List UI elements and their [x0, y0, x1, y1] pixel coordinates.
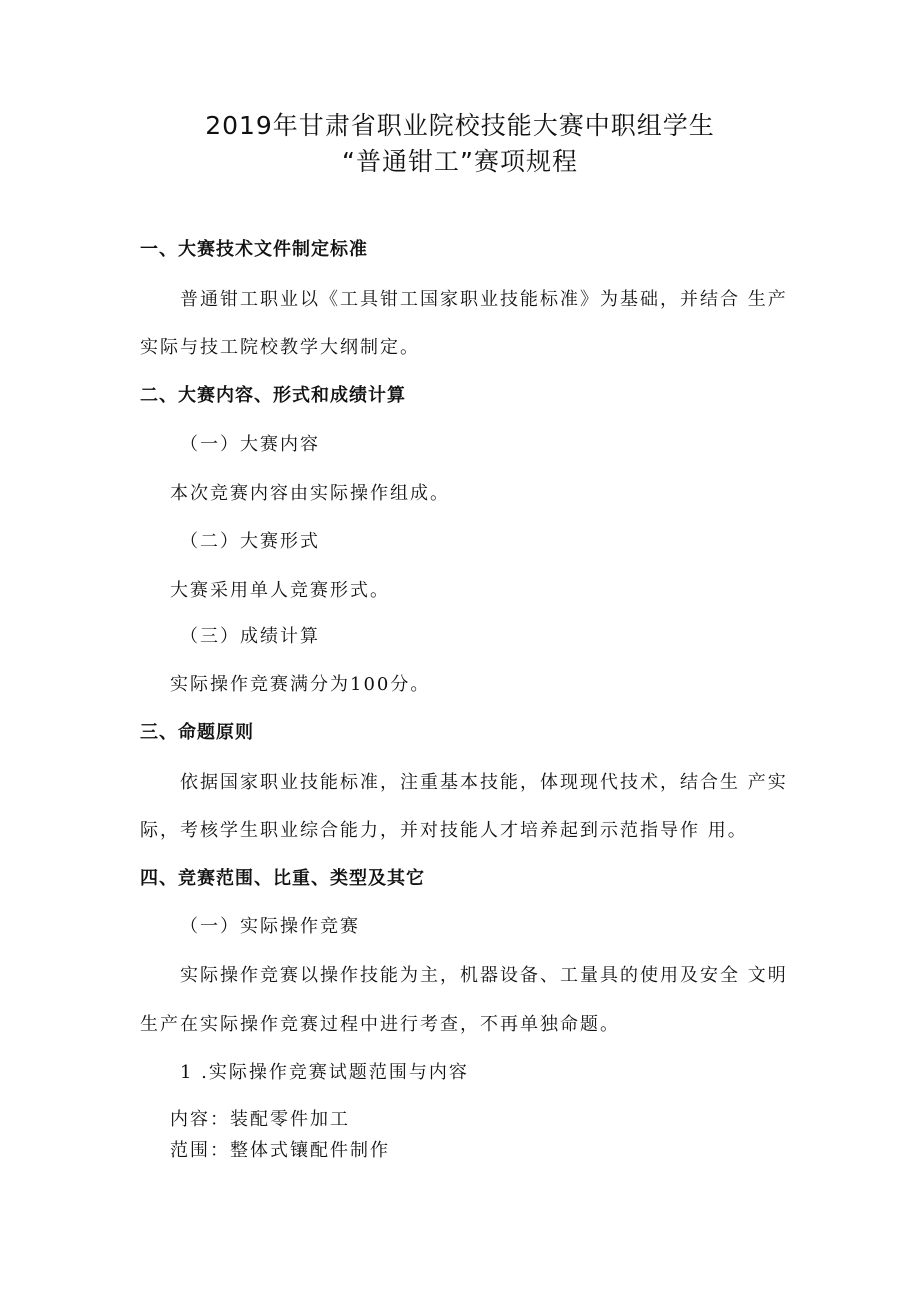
section-1-paragraph-line-1: 普通钳工职业以《工具钳工国家职业技能标准》为基础，并结合 生产	[180, 289, 788, 310]
subsection-text-contest-content: 本次竞赛内容由实际操作组成。	[170, 483, 450, 504]
section-heading-1: 一、大赛技术文件制定标准	[140, 239, 368, 260]
section-heading-4: 四、竞赛范围、比重、类型及其它	[140, 868, 425, 889]
subsection-label-contest-format: （二）大赛形式	[180, 531, 320, 552]
subsection-text-score-calculation: 实际操作竞赛满分为100分。	[170, 674, 431, 695]
subsection-text-contest-format: 大赛采用单人竞赛形式。	[170, 580, 390, 601]
item-heading-scope-and-content: 1 .实际操作竞赛试题范围与内容	[180, 1062, 469, 1083]
document-title-line-2: “普通钳工”赛项规程	[342, 147, 578, 176]
section-heading-3: 三、命题原则	[140, 722, 254, 743]
section-4-paragraph-line-1: 实际操作竞赛以操作技能为主，机器设备、工量具的使用及安全 文明	[180, 965, 788, 986]
subsection-label-contest-content: （一）大赛内容	[180, 434, 320, 455]
document-title-line-1: 2019年甘肃省职业院校技能大赛中职组学生	[205, 111, 715, 140]
section-heading-2: 二、大赛内容、形式和成绩计算	[140, 385, 406, 406]
detail-content: 内容：装配零件加工	[170, 1109, 350, 1130]
section-3-paragraph-line-1: 依据国家职业技能标准，注重基本技能，体现现代技术，结合生 产实	[180, 772, 788, 793]
section-1-paragraph-line-2: 实际与技工院校教学大纲制定。	[140, 337, 420, 358]
section-4-paragraph-line-2: 生产在实际操作竞赛过程中进行考查，不再单独命题。	[140, 1014, 620, 1035]
subsection-label-practical-contest: （一）实际操作竞赛	[180, 916, 360, 937]
subsection-label-score-calculation: （三）成绩计算	[180, 626, 320, 647]
section-3-paragraph-line-2: 际，考核学生职业综合能力，并对技能人才培养起到示范指导作 用。	[140, 820, 748, 841]
detail-scope: 范围：整体式镶配件制作	[170, 1140, 390, 1161]
